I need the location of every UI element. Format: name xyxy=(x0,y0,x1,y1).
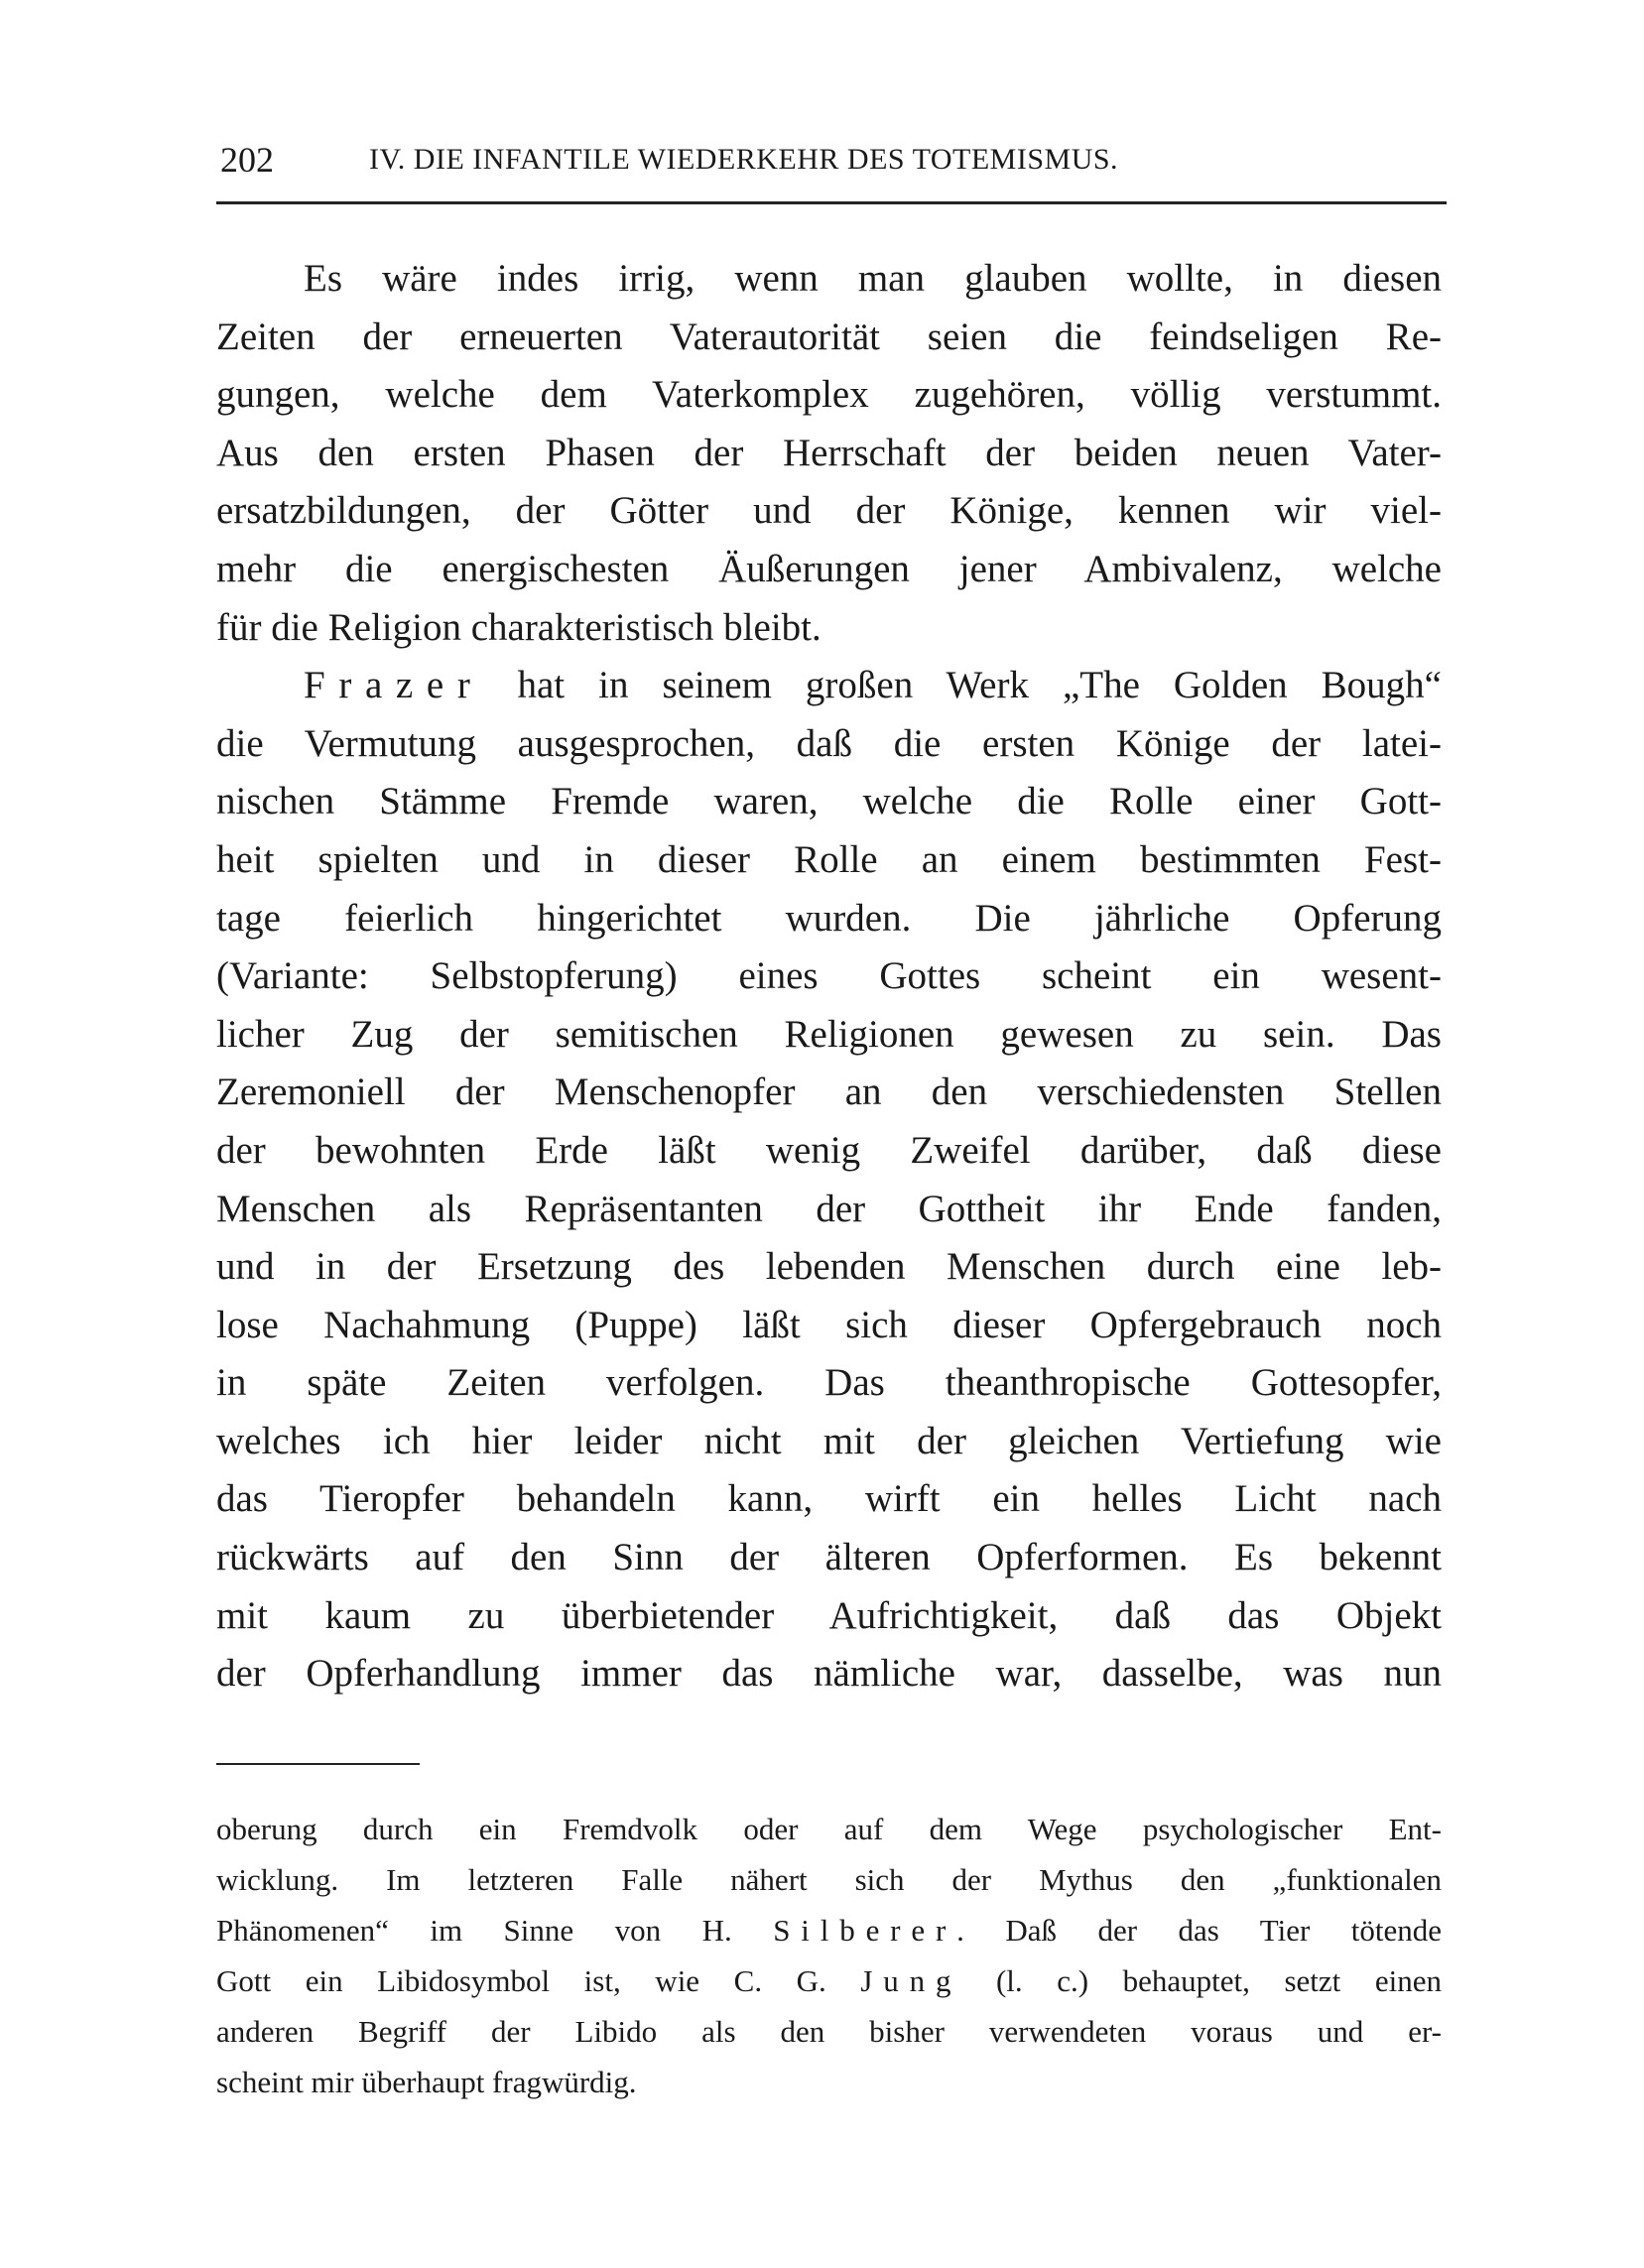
body-line xyxy=(216,425,1442,483)
main-text xyxy=(216,250,1442,1703)
body-line xyxy=(216,831,1442,890)
footnote-line xyxy=(216,2006,1442,2057)
text-segment: lose Nachahmung (Puppe) läßt sich dieser Opfergebrauch noch xyxy=(216,1303,1442,1346)
body-line xyxy=(216,890,1442,948)
text-segment: Zeremoniell der Menschenopfer an den verschiedensten Stellen xyxy=(216,1071,1442,1114)
body-line xyxy=(216,1181,1442,1239)
body-line xyxy=(216,599,1442,658)
text-segment: und in der Ersetzung des lebenden Menschen durch eine leb- xyxy=(216,1245,1442,1289)
running-title: IV. DIE INFANTILE WIEDERKEHR DES TOTEMISMUS. xyxy=(369,143,1119,176)
text-segment: Zeiten der erneuerten Vaterautorität seien die feindseligen Re- xyxy=(216,315,1442,358)
text-segment: Es wäre indes irrig, wenn man glauben wollte, in diesen xyxy=(304,257,1442,300)
body-line xyxy=(216,1470,1442,1529)
body-line xyxy=(216,1297,1442,1355)
body-line xyxy=(216,366,1442,425)
running-header xyxy=(220,139,1446,189)
text-segment: licher Zug der semitischen Religionen gewesen zu sein. Das xyxy=(216,1012,1442,1056)
text-segment: in späte Zeiten verfolgen. Das theanthropische Gottesopfer, xyxy=(216,1361,1442,1405)
text-segment: ersatzbildungen, der Götter und der Könige, kennen wir viel- xyxy=(216,489,1442,533)
body-line xyxy=(216,947,1442,1006)
emphasized-name: Silberer xyxy=(773,1913,957,1948)
text-segment: die Vermutung ausgesprochen, daß die ersten Könige der latei- xyxy=(216,721,1442,765)
footnote-line xyxy=(216,1905,1442,1955)
body-line xyxy=(216,482,1442,541)
header-rule xyxy=(216,201,1447,204)
footnote-line xyxy=(216,2057,1442,2107)
body-line xyxy=(216,1238,1442,1297)
text-segment: der bewohnten Erde läßt wenig Zweifel darüber, daß diese xyxy=(216,1128,1442,1172)
page-number: 202 xyxy=(220,140,274,180)
text-segment: tage feierlich hingerichtet wurden. Die jährliche Opferung xyxy=(216,896,1442,940)
body-line xyxy=(216,715,1442,774)
text-segment: . Daß der das Tier tötende xyxy=(956,1913,1442,1948)
emphasized-name: Frazer xyxy=(304,664,484,707)
body-line xyxy=(216,541,1442,599)
body-line xyxy=(216,1122,1442,1181)
body-line xyxy=(216,1006,1442,1065)
text-segment: rückwärts auf den Sinn der älteren Opferformen. Es bekennt xyxy=(216,1536,1442,1579)
text-segment: (Variante: Selbstopferung) eines Gottes scheint ein wesent- xyxy=(216,954,1442,998)
footnote-line xyxy=(216,1854,1442,1905)
text-segment: mehr die energischesten Äußerungen jener Ambivalenz, welche xyxy=(216,547,1442,590)
body-line xyxy=(216,309,1442,367)
text-segment: das Tieropfer behandeln kann, wirft ein helles Licht nach xyxy=(216,1477,1442,1521)
text-segment: hat in seinem großen Werk „The Golden Bough“ xyxy=(483,664,1442,707)
body-line xyxy=(216,657,1442,715)
text-segment: scheint mir überhaupt fragwürdig. xyxy=(216,2065,637,2099)
text-segment: oberung durch ein Fremdvolk oder auf dem Wege psychologischer Ent- xyxy=(216,1812,1442,1846)
body-line xyxy=(216,1413,1442,1471)
body-line xyxy=(216,1529,1442,1587)
emphasized-name: Jung xyxy=(860,1963,962,1998)
text-segment: welches ich hier leider nicht mit der gleichen Vertiefung wie xyxy=(216,1419,1442,1462)
text-segment: der Opferhandlung immer das nämliche war, dasselbe, was nun xyxy=(216,1652,1442,1696)
body-line xyxy=(216,1064,1442,1122)
footnote-line xyxy=(216,1955,1442,2006)
text-segment: mit kaum zu überbietender Aufrichtigkeit, daß das Objekt xyxy=(216,1593,1442,1637)
body-line xyxy=(216,1587,1442,1646)
body-line xyxy=(216,250,1442,309)
text-segment: anderen Begriff der Libido als den bisher verwendeten voraus und er- xyxy=(216,2014,1442,2049)
text-segment: (l. c.) behauptet, setzt einen xyxy=(961,1963,1442,1998)
text-segment: gungen, welche dem Vaterkomplex zugehören, völlig verstummt. xyxy=(216,373,1442,417)
text-segment: Phänomenen“ im Sinne von H. xyxy=(216,1913,774,1948)
text-segment: heit spielten und in dieser Rolle an einem bestimmten Fest- xyxy=(216,837,1442,881)
body-line xyxy=(216,773,1442,831)
body-line xyxy=(216,1645,1442,1703)
body-line xyxy=(216,1354,1442,1413)
footnote-text xyxy=(216,1804,1442,2107)
footnote-line xyxy=(216,1804,1442,1854)
text-segment: für die Religion charakteristisch bleibt. xyxy=(216,605,822,649)
text-segment: wicklung. Im letzteren Falle nähert sich der Mythus den „funktionalen xyxy=(216,1862,1442,1897)
text-segment: Gott ein Libidosymbol ist, wie C. G. xyxy=(216,1963,861,1998)
footnote-separator xyxy=(216,1763,420,1765)
text-segment: Aus den ersten Phasen der Herrschaft der beiden neuen Vater- xyxy=(216,431,1442,474)
text-segment: Menschen als Repräsentanten der Gottheit ihr Ende fanden, xyxy=(216,1187,1442,1230)
text-segment: nischen Stämme Fremde waren, welche die Rolle einer Gott- xyxy=(216,780,1442,823)
